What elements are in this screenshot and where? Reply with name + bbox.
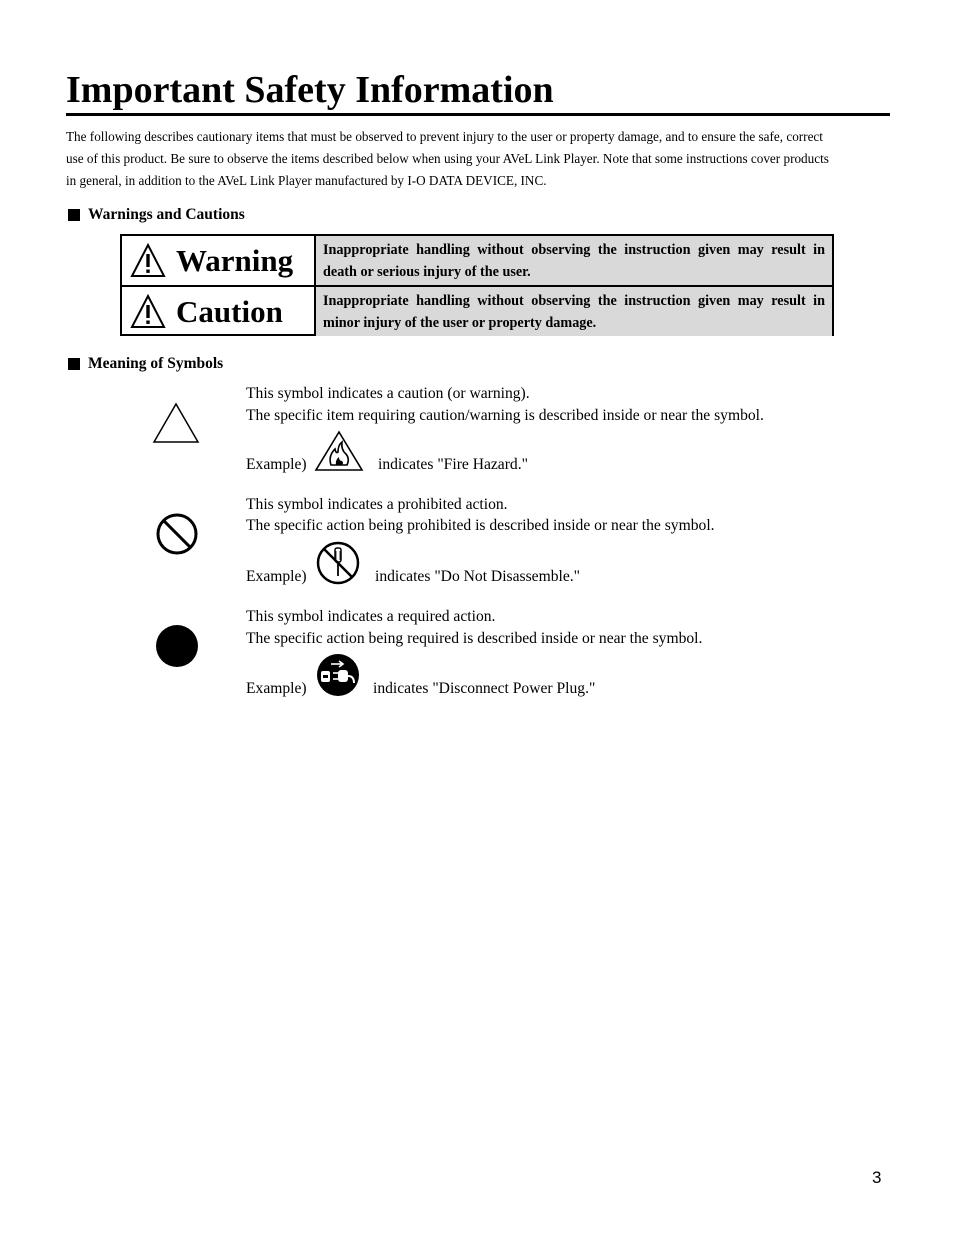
- symbol-description-line: The specific action being required is described inside or near the symbol.: [246, 630, 703, 647]
- example-label: Example): [246, 456, 307, 473]
- disconnect-power-plug-icon: [316, 653, 360, 697]
- warning-label: Warning: [176, 242, 294, 278]
- example-label: Example): [246, 680, 307, 697]
- caution-triangle-icon: [130, 294, 166, 330]
- symbol-description-line: This symbol indicates a required action.: [246, 608, 496, 625]
- warning-row: [122, 236, 832, 285]
- title-rule: [66, 113, 890, 116]
- symbol-description-line: This symbol indicates a prohibited action.: [246, 496, 508, 513]
- caution-label: Caution: [176, 293, 283, 329]
- page-number: 3: [872, 1168, 882, 1187]
- warning-description: Inappropriate handling without observing the instruction given may result in death or serious injury of the user.: [316, 236, 832, 285]
- warnings-section-heading: [68, 206, 245, 224]
- intro-line: The following describes cautionary items that must be observed to prevent injury to the user or property damage, and to ensure the safe, correct: [66, 129, 823, 144]
- symbol-description-line: The specific item requiring caution/warning is described inside or near the symbol.: [246, 407, 764, 424]
- square-bullet-icon: [68, 209, 80, 221]
- caution-label-cell: [122, 287, 316, 336]
- warning-label-cell: [122, 236, 316, 285]
- example-text: indicates "Disconnect Power Plug.": [373, 680, 596, 697]
- caution-triangle-icon: [152, 402, 200, 444]
- intro-line: use of this product. Be sure to observe the items described below when using your AVeL Link Player. Note that some instructions cover products: [66, 151, 829, 166]
- page-title: Important Safety Information: [66, 69, 554, 111]
- example-text: indicates "Fire Hazard.": [378, 456, 528, 473]
- symbols-heading-text: Meaning of Symbols: [88, 355, 224, 372]
- do-not-disassemble-icon: [315, 540, 361, 586]
- caution-description: Inappropriate handling without observing the instruction given may result in minor injury of the user or property damage.: [316, 287, 832, 336]
- warning-triangle-icon: [130, 243, 166, 279]
- example-text: indicates "Do Not Disassemble.": [375, 568, 581, 585]
- warnings-heading-text: Warnings and Cautions: [88, 206, 245, 223]
- intro-paragraph: [66, 126, 890, 192]
- intro-line: in general, in addition to the AVeL Link Player manufactured by I-O DATA DEVICE, INC.: [66, 173, 547, 188]
- symbol-description-line: This symbol indicates a caution (or warning).: [246, 385, 530, 402]
- symbol-description-line: The specific action being prohibited is described inside or near the symbol.: [246, 517, 715, 534]
- caution-row: [122, 285, 832, 336]
- required-action-icon: [155, 623, 199, 669]
- square-bullet-icon: [68, 358, 80, 370]
- example-label: Example): [246, 568, 307, 585]
- fire-hazard-icon: [314, 430, 364, 472]
- symbols-section-heading: [68, 355, 223, 373]
- warnings-cautions-table: [120, 234, 834, 336]
- prohibited-icon: [155, 512, 199, 556]
